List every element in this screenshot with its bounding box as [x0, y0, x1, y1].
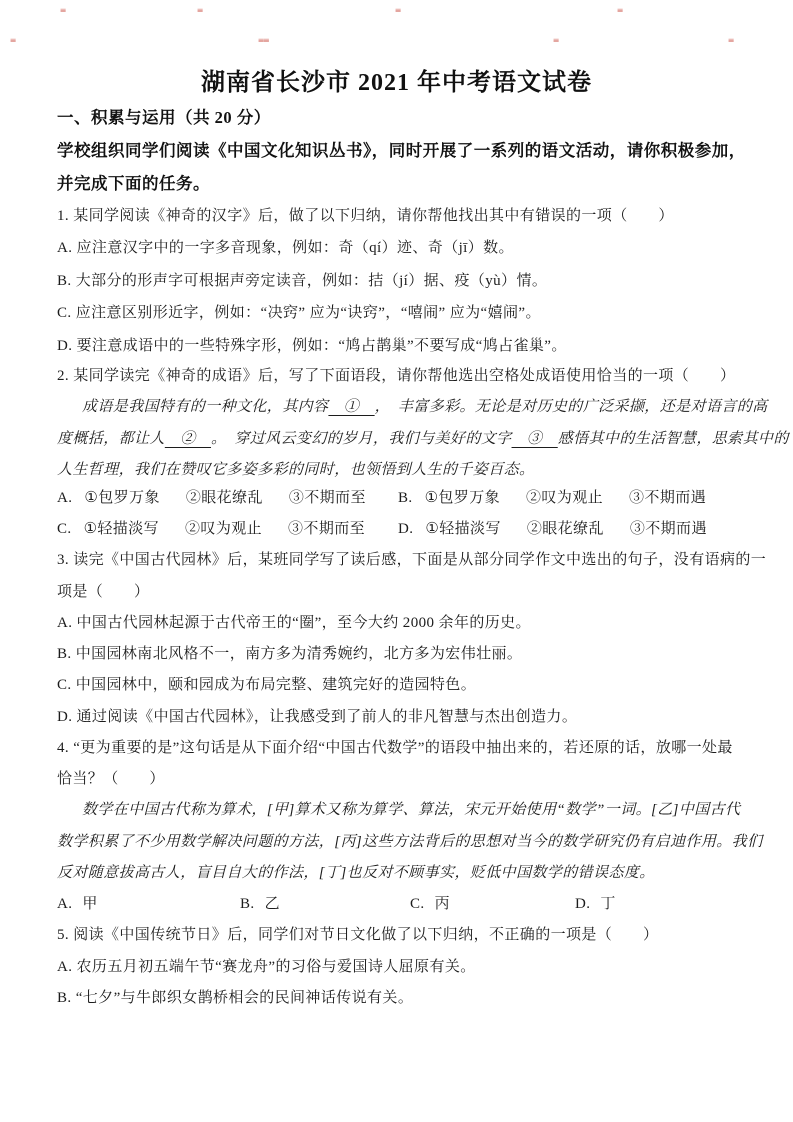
question-3-stem-line-1: 3. 读完《中国古代园林》后，某班同学写了读后感，下面是从部分同学作文中选出的句子，没有语病的一 — [57, 552, 767, 568]
question-4-stem-line-1: 4. “更为重要的是”这句话是从下面介绍“中国古代数学”的语段中抽出来的，若还原的话，放哪一处最 — [57, 740, 733, 756]
option-item: 甲 — [82, 896, 98, 912]
question-4-options-row — [57, 894, 747, 914]
option-item: ②叹为观止 — [185, 521, 263, 537]
option-label: D. — [398, 521, 414, 537]
option-item: ①包罗万象 — [424, 490, 501, 506]
option-label: A. — [57, 490, 73, 506]
question-1-stem: 1. 某同学阅读《神奇的汉字》后，做了以下归纳，请你帮他找出其中有错误的一项（ ） — [57, 208, 674, 224]
question-4-passage-line: 数学在中国古代称为算术，[甲]算术又称为算学、算法，宋元开始使用“数学”一词。[乙]中国古代 — [82, 802, 741, 818]
exam-title: 湖南省长沙市 2021 年中考语文试卷 — [201, 70, 592, 96]
red-scan-mark: ≡ — [197, 5, 203, 17]
option-item: 丙 — [434, 896, 450, 912]
passage-text: ， 丰富多彩。无论是对历史的广泛采撷，还是对语言的高 — [374, 399, 768, 415]
question-2-options-row-1 — [57, 488, 706, 508]
blank-2: ② — [164, 431, 212, 447]
question-2-option-d — [398, 519, 707, 539]
option-label: C. — [57, 521, 72, 537]
question-4-stem-line-2: 恰当？（ ） — [57, 771, 165, 787]
red-scan-mark: ≡ — [395, 5, 401, 17]
question-2-option-a — [57, 488, 398, 508]
question-1-option-a: A. 应注意汉字中的一字多音现象，例如：奇（qí）迹、奇（jī）数。 — [57, 240, 514, 256]
blank-3: ③ — [511, 431, 558, 447]
option-label: B. — [398, 490, 413, 506]
question-4-option-c — [410, 894, 450, 914]
option-item: ③不期而至 — [288, 490, 366, 506]
question-2-options-row-2 — [57, 519, 707, 539]
section-intro-line: 并完成下面的任务。 — [57, 174, 210, 193]
passage-text: 度概括，都让人 — [57, 431, 165, 447]
option-item: ①包罗万象 — [84, 490, 160, 506]
option-label: A. — [57, 896, 73, 912]
option-label: B. — [240, 896, 255, 912]
option-item: 丁 — [600, 896, 616, 912]
question-2-option-c — [57, 519, 398, 539]
option-item: ③不期而遇 — [629, 490, 707, 506]
question-1-option-c: C. 应注意区别形近字，例如：“决窍” 应为“诀窍”，“嘻闹” 应为“嬉闹”。 — [57, 305, 541, 321]
option-item: ③不期而至 — [288, 521, 366, 537]
option-item: ③不期而遇 — [629, 521, 707, 537]
question-4-option-a — [57, 894, 98, 914]
question-3-option-c: C. 中国园林中，颐和园成为布局完整、建筑完好的造园特色。 — [57, 677, 477, 693]
red-scan-mark: ≡ — [60, 5, 66, 17]
red-scan-mark: ≡≡ — [258, 35, 269, 47]
question-2-passage-line — [82, 397, 768, 417]
section-heading: 一、积累与运用（共 20 分） — [57, 108, 271, 127]
question-2-stem: 2. 某同学读完《神奇的成语》后，写了下面语段，请你帮他选出空格处成语使用恰当的一项（ ） — [57, 368, 736, 384]
question-1-option-d: D. 要注意成语中的一些特殊字形，例如：“鸠占鹊巢”不要写成“鸠占雀巢”。 — [57, 338, 567, 354]
question-4-passage-line: 反对随意拔高古人，盲目自大的作法，[丁]也反对不顾事实，贬低中国数学的错误态度。 — [57, 865, 655, 881]
question-3-option-d: D. 通过阅读《中国古代园林》，让我感受到了前人的非凡智慧与杰出创造力。 — [57, 709, 578, 725]
option-label: C. — [410, 896, 425, 912]
question-1-option-b: B. 大部分的形声字可根据声旁定读音，例如：拮（jí）据、疫（yù）情。 — [57, 273, 548, 289]
red-scan-mark: ≡ — [553, 35, 559, 47]
section-intro-line: 学校组织同学们阅读《中国文化知识丛书》，同时开展了一系列的语文活动，请你积极参加， — [57, 141, 746, 160]
blank-1: ① — [328, 399, 375, 415]
red-scan-mark: ≡ — [728, 35, 734, 47]
option-label: D. — [575, 896, 591, 912]
question-5-stem: 5. 阅读《中国传统节日》后，同学们对节日文化做了以下归纳，不正确的一项是（ ） — [57, 927, 659, 943]
question-2-passage-line — [57, 429, 789, 449]
question-3-option-b: B. 中国园林南北风格不一，南方多为清秀婉约，北方多为宏伟壮丽。 — [57, 646, 523, 662]
question-4-option-d — [575, 894, 616, 914]
option-item: 乙 — [264, 896, 280, 912]
question-4-passage-line: 数学积累了不少用数学解决问题的方法，[丙]这些方法背后的思想对当今的数学研究仍有启迪作用。我们 — [57, 834, 763, 850]
question-2-option-b — [398, 488, 706, 508]
question-2-passage-line: 人生哲理，我们在赞叹它多姿多彩的同时，也领悟到人生的千姿百态。 — [57, 462, 535, 478]
red-scan-mark: ≡ — [10, 35, 16, 47]
option-item: ②叹为观止 — [526, 490, 604, 506]
option-item: ①轻描淡写 — [425, 521, 501, 537]
red-scan-mark: ≡ — [617, 5, 623, 17]
question-3-option-a: A. 中国古代园林起源于古代帝王的“圈”，至今大约 2000 余年的历史。 — [57, 615, 531, 631]
question-4-option-b — [240, 894, 280, 914]
option-item: ①轻描淡写 — [83, 521, 160, 537]
option-item: ②眼花缭乱 — [526, 521, 604, 537]
passage-text: 感悟其中的生活智慧，思索其中的 — [557, 431, 789, 447]
passage-text: 。 穿过风云变幻的岁月，我们与美好的文字 — [211, 431, 512, 447]
question-5-option-a: A. 农历五月初五端午节“赛龙舟”的习俗与爱国诗人屈原有关。 — [57, 959, 476, 975]
passage-text: 成语是我国特有的一种文化，其内容 — [82, 399, 329, 415]
question-3-stem-line-2: 项是（ ） — [57, 584, 150, 600]
option-item: ②眼花缭乱 — [185, 490, 263, 506]
question-5-option-b: B. “七夕”与牛郎织女鹊桥相会的民间神话传说有关。 — [57, 990, 414, 1006]
